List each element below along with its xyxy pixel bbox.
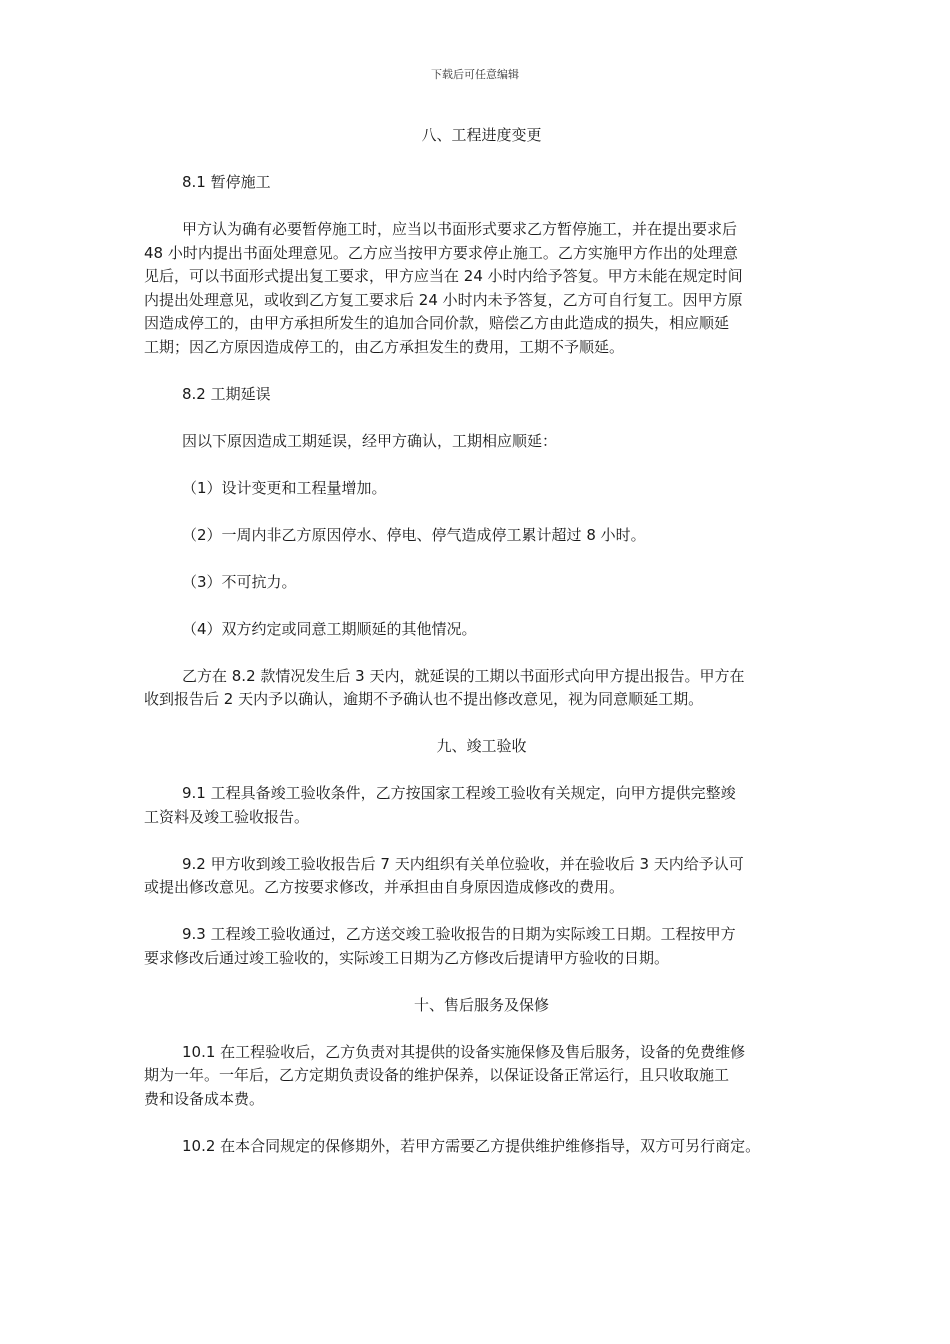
section-8-2-paragraph [144,665,819,712]
text-line: 10.2 在本合同规定的保修期外，若甲方需要乙方提供维护维修指导，双方可另行商定。 [182,1136,761,1155]
section-8-1-paragraph [144,218,819,359]
text-line: 内提出处理意见，或收到乙方复工要求后 24 小时内未予答复，乙方可自行复工。因甲方原 [144,290,743,309]
text-line: 收到报告后 2 天内予以确认，逾期不予确认也不提出修改意见，视为同意顺延工期。 [144,690,704,708]
text-line: 9.2 甲方收到竣工验收报告后 7 天内组织有关单位验收，并在验收后 3 天内给予认可 [182,854,744,873]
list-item: （1）设计变更和工程量增加。 [182,478,387,497]
section-8-2-intro: 因以下原因造成工期延误，经甲方确认，工期相应顺延： [182,431,558,450]
text-line: 因造成停工的，由甲方承担所发生的追加合同价款，赔偿乙方由此造成的损失，相应顺延 [144,314,730,332]
section-10-title: 十、售后服务及保修 [413,995,549,1014]
text-line: 9.3 工程竣工验收通过，乙方送交竣工验收报告的日期为实际竣工日期。工程按甲方 [182,925,736,943]
text-line: 期为一年。一年后，乙方定期负责设备的维护保养，以保证设备正常运行，且只收取施工 [144,1066,730,1084]
list-item: （2）一周内非乙方原因停水、停电、停气造成停工累计超过 8 小时。 [182,525,646,544]
section-8-1-title: 8.1 暂停施工 [182,173,271,191]
document-body [144,124,819,1158]
text-line: 工期；因乙方原因造成停工的，由乙方承担发生的费用，工期不予顺延。 [144,337,625,356]
text-line: 10.1 在工程验收后，乙方负责对其提供的设备实施保修及售后服务，设备的免费维修 [182,1042,746,1061]
text-line: 或提出修改意见。乙方按要求修改，并承担由自身原因造成修改的费用。 [144,878,625,896]
text-line: 48 小时内提出书面处理意见。乙方应当按甲方要求停止施工。乙方实施甲方作出的处理意 [144,243,738,262]
text-line: 费和设备成本费。 [144,1089,265,1108]
list-item: （4）双方约定或同意工期顺延的其他情况。 [182,619,477,638]
text-line: 9.1 工程具备竣工验收条件，乙方按国家工程竣工验收有关规定，向甲方提供完整竣 [182,784,736,802]
text-line: 乙方在 8.2 款情况发生后 3 天内，就延误的工期以书面形式向甲方提出报告。甲方在 [182,666,745,685]
text-line: 甲方认为确有必要暂停施工时，应当以书面形式要求乙方暂停施工，并在提出要求后 [182,220,738,238]
section-8-title: 八、工程进度变更 [421,126,542,144]
text-line: 见后，可以书面形式提出复工要求，甲方应当在 24 小时内给予答复。甲方未能在规定时间 [144,267,743,285]
section-10-2-paragraph [144,1135,819,1159]
list-item: （3）不可抗力。 [182,572,297,591]
section-9-title: 九、竣工验收 [436,737,527,755]
section-10-1-paragraph [144,1041,819,1112]
section-9-1-paragraph [144,782,819,829]
text-line: 工资料及竣工验收报告。 [144,807,310,826]
section-8-2-title: 8.2 工期延误 [182,384,271,403]
text-line: 要求修改后通过竣工验收的，实际竣工日期为乙方修改后提请甲方验收的日期。 [144,948,670,967]
section-9-2-paragraph [144,853,819,900]
section-9-3-paragraph [144,923,819,970]
header-note: 下载后可任意编辑 [431,68,519,81]
